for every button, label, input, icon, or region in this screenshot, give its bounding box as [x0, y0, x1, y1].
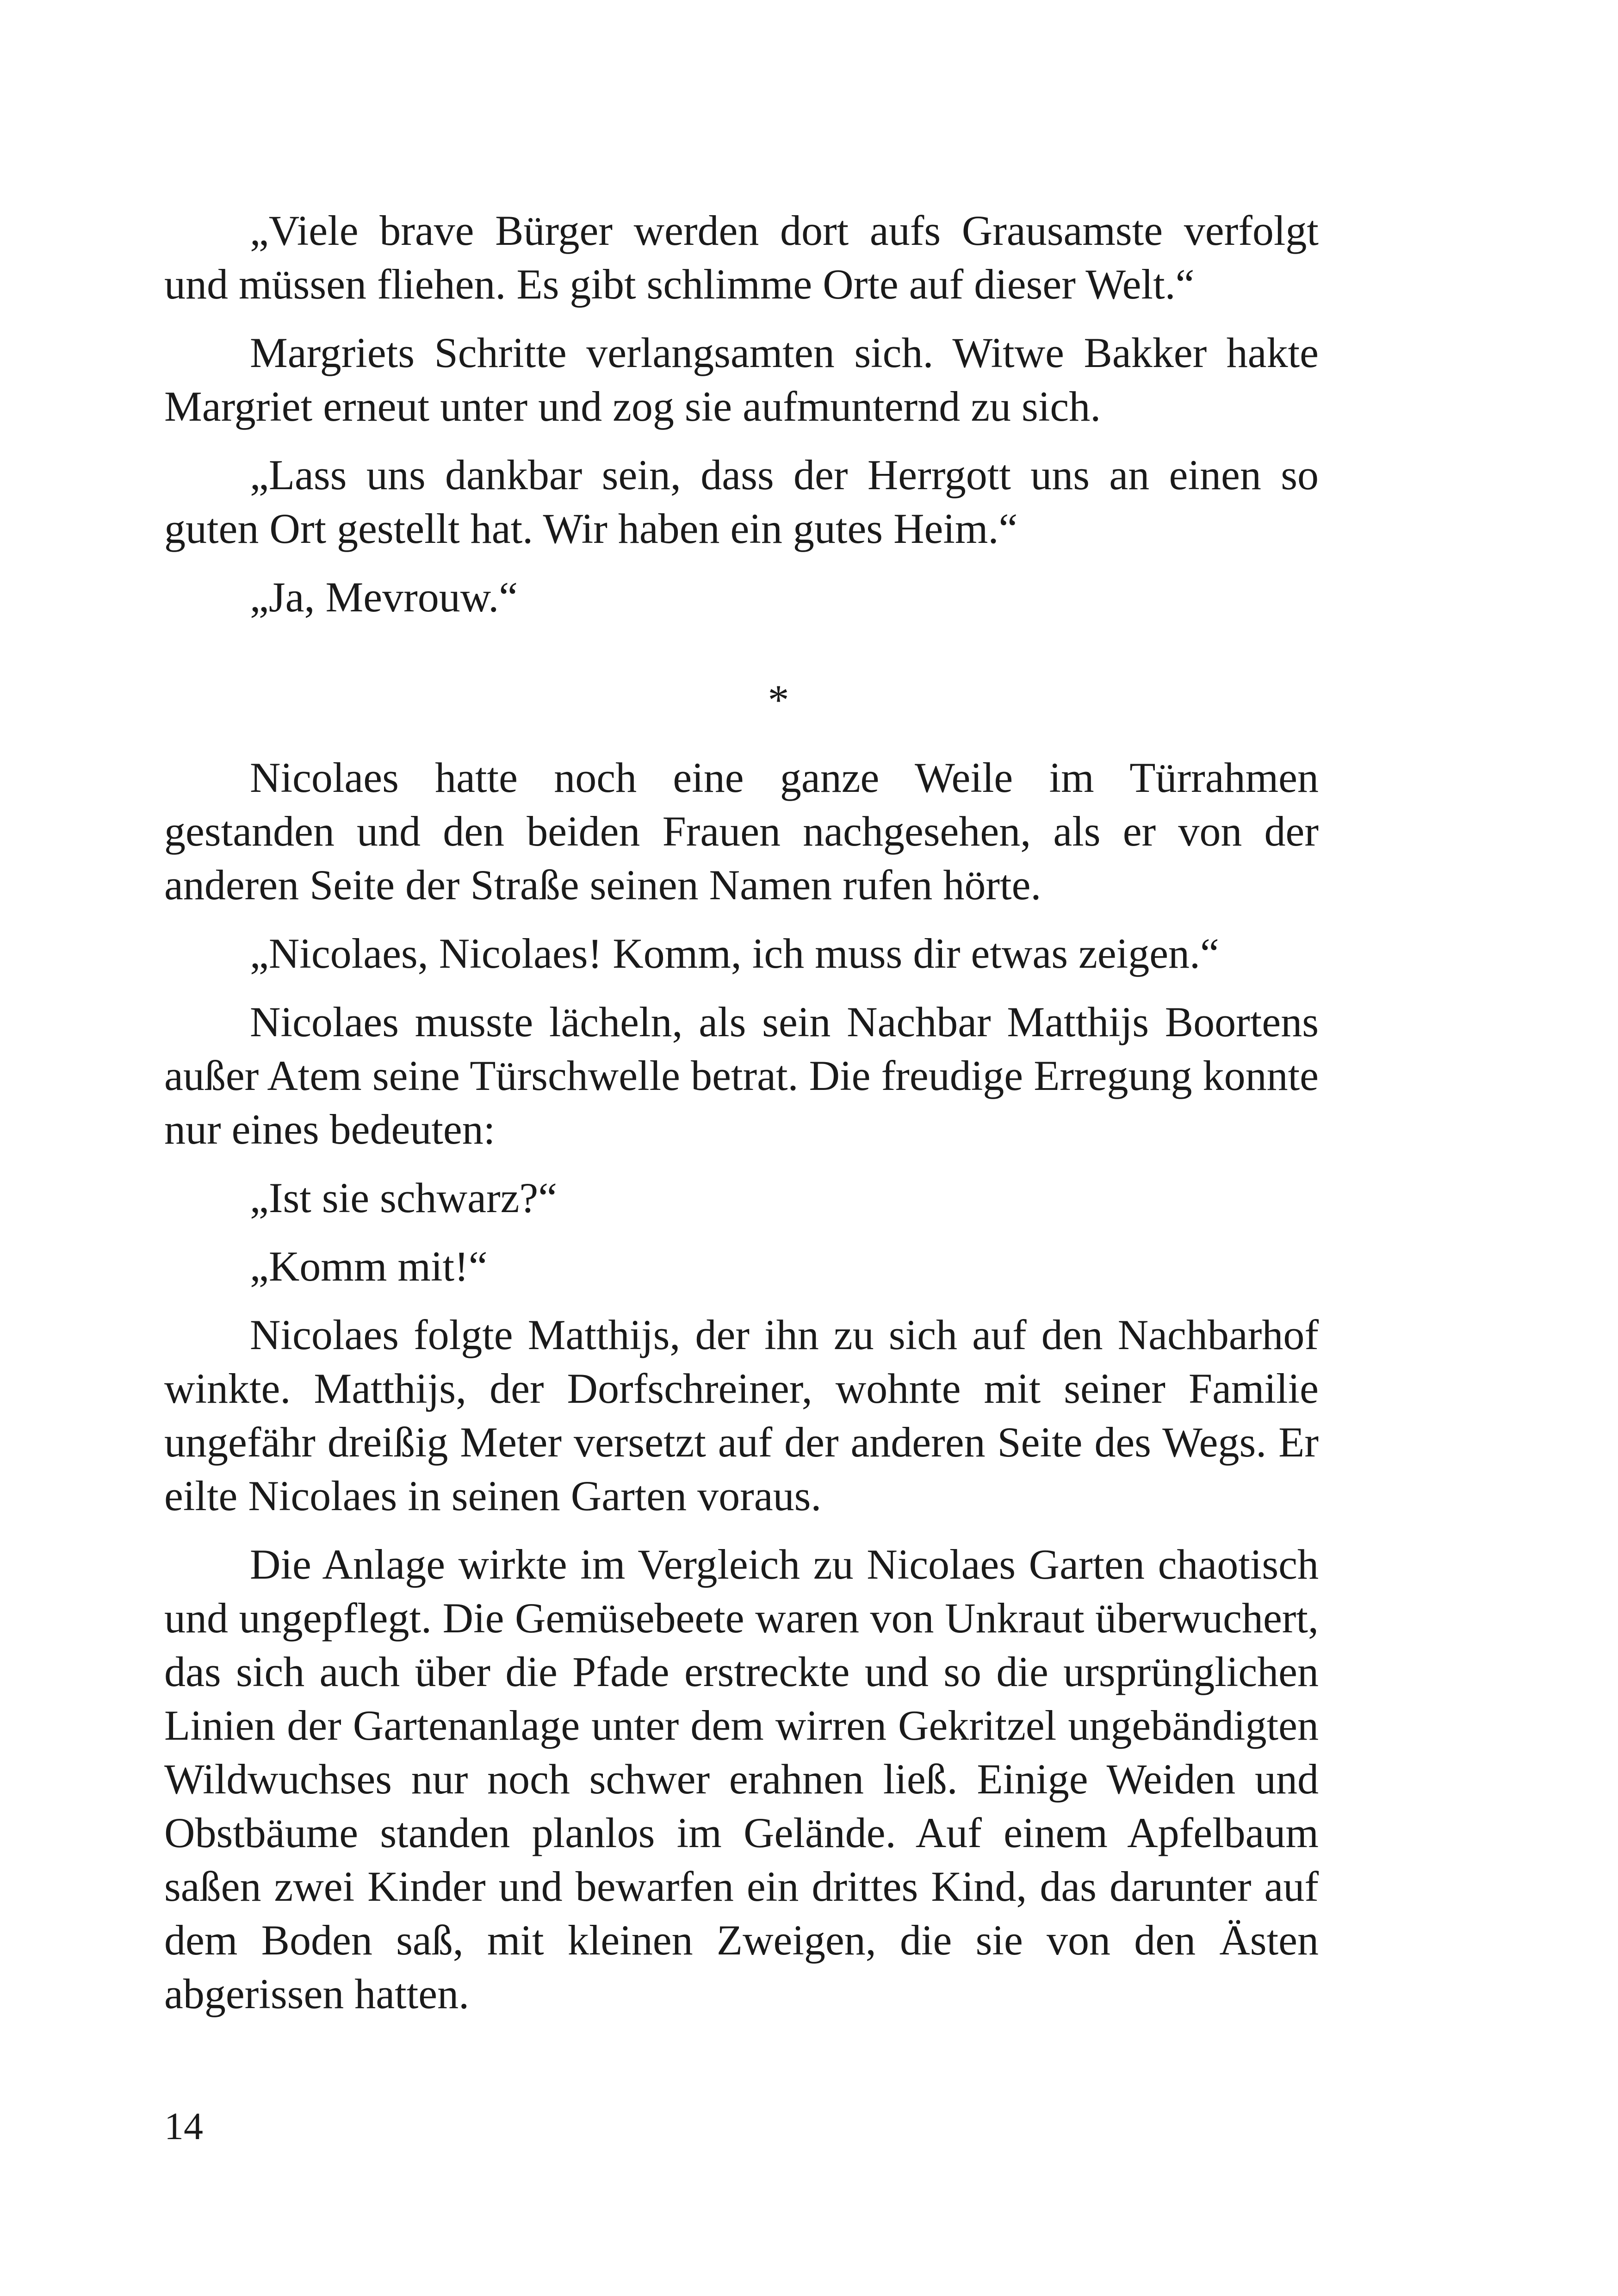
- paragraph: „Lass uns dankbar sein, dass der Herrgott uns an einen so guten Ort gestellt hat. Wir haben ein gutes Heim.“: [164, 451, 1319, 552]
- paragraph: „Nicolaes, Nicolaes! Komm, ich muss dir etwas zeigen.“: [250, 930, 1219, 977]
- paragraph: Die Anlage wirkte im Vergleich zu Nicolaes Garten chaotisch und ungepflegt. Die Gemüsebeete waren von Unkraut überwuchert, das sich auch über die Pfade erstreckte und so die ursprünglichen Linien der Gartenanlage unter dem wirren Gekritzel ungebändigten Wildwuchses nur noch schwer erahnen ließ. Einige Weiden und Obstbäume standen planlos im Gelände. Auf einem Apfelbaum saßen zwei Kinder und bewarfen ein drittes Kind, das darunter auf dem Boden saß, mit kleinen Zweigen, die sie von den Ästen abgerissen hatten.: [164, 1541, 1319, 2017]
- paragraph: „Ja, Mevrouw.“: [250, 573, 518, 621]
- paragraph: „Komm mit!“: [250, 1243, 488, 1290]
- paragraph: Nicolaes musste lächeln, als sein Nachbar Matthijs Boortens außer Atem seine Türschwelle betrat. Die freudige Erregung konnte nur eines bedeuten:: [164, 998, 1319, 1153]
- paragraph: Nicolaes folgte Matthijs, der ihn zu sich auf den Nachbarhof winkte. Matthijs, der Dorfschreiner, wohnte mit seiner Familie ungefähr dreißig Meter versetzt auf der anderen Seite des Wegs. Er eilte Nicolaes in seinen Garten voraus.: [164, 1311, 1319, 1519]
- page-number: 14: [164, 2105, 203, 2148]
- paragraph: „Ist sie schwarz?“: [250, 1174, 558, 1221]
- separator-asterisk: *: [768, 676, 789, 723]
- paragraph: Margriets Schritte verlangsamten sich. Witwe Bakker hakte Margriet erneut unter und zog sie aufmunternd zu sich.: [164, 329, 1319, 430]
- paragraph: Nicolaes hatte noch eine ganze Weile im Türrahmen gestanden und den beiden Frauen nachgesehen, als er von der anderen Seite der Straße seinen Namen rufen hörte.: [164, 754, 1319, 908]
- body-text: [164, 204, 1319, 2021]
- paragraph: „Viele brave Bürger werden dort aufs Grausamste verfolgt und müssen fliehen. Es gibt schlimme Orte auf dieser Welt.“: [164, 207, 1319, 308]
- scene-separator: [164, 624, 1319, 751]
